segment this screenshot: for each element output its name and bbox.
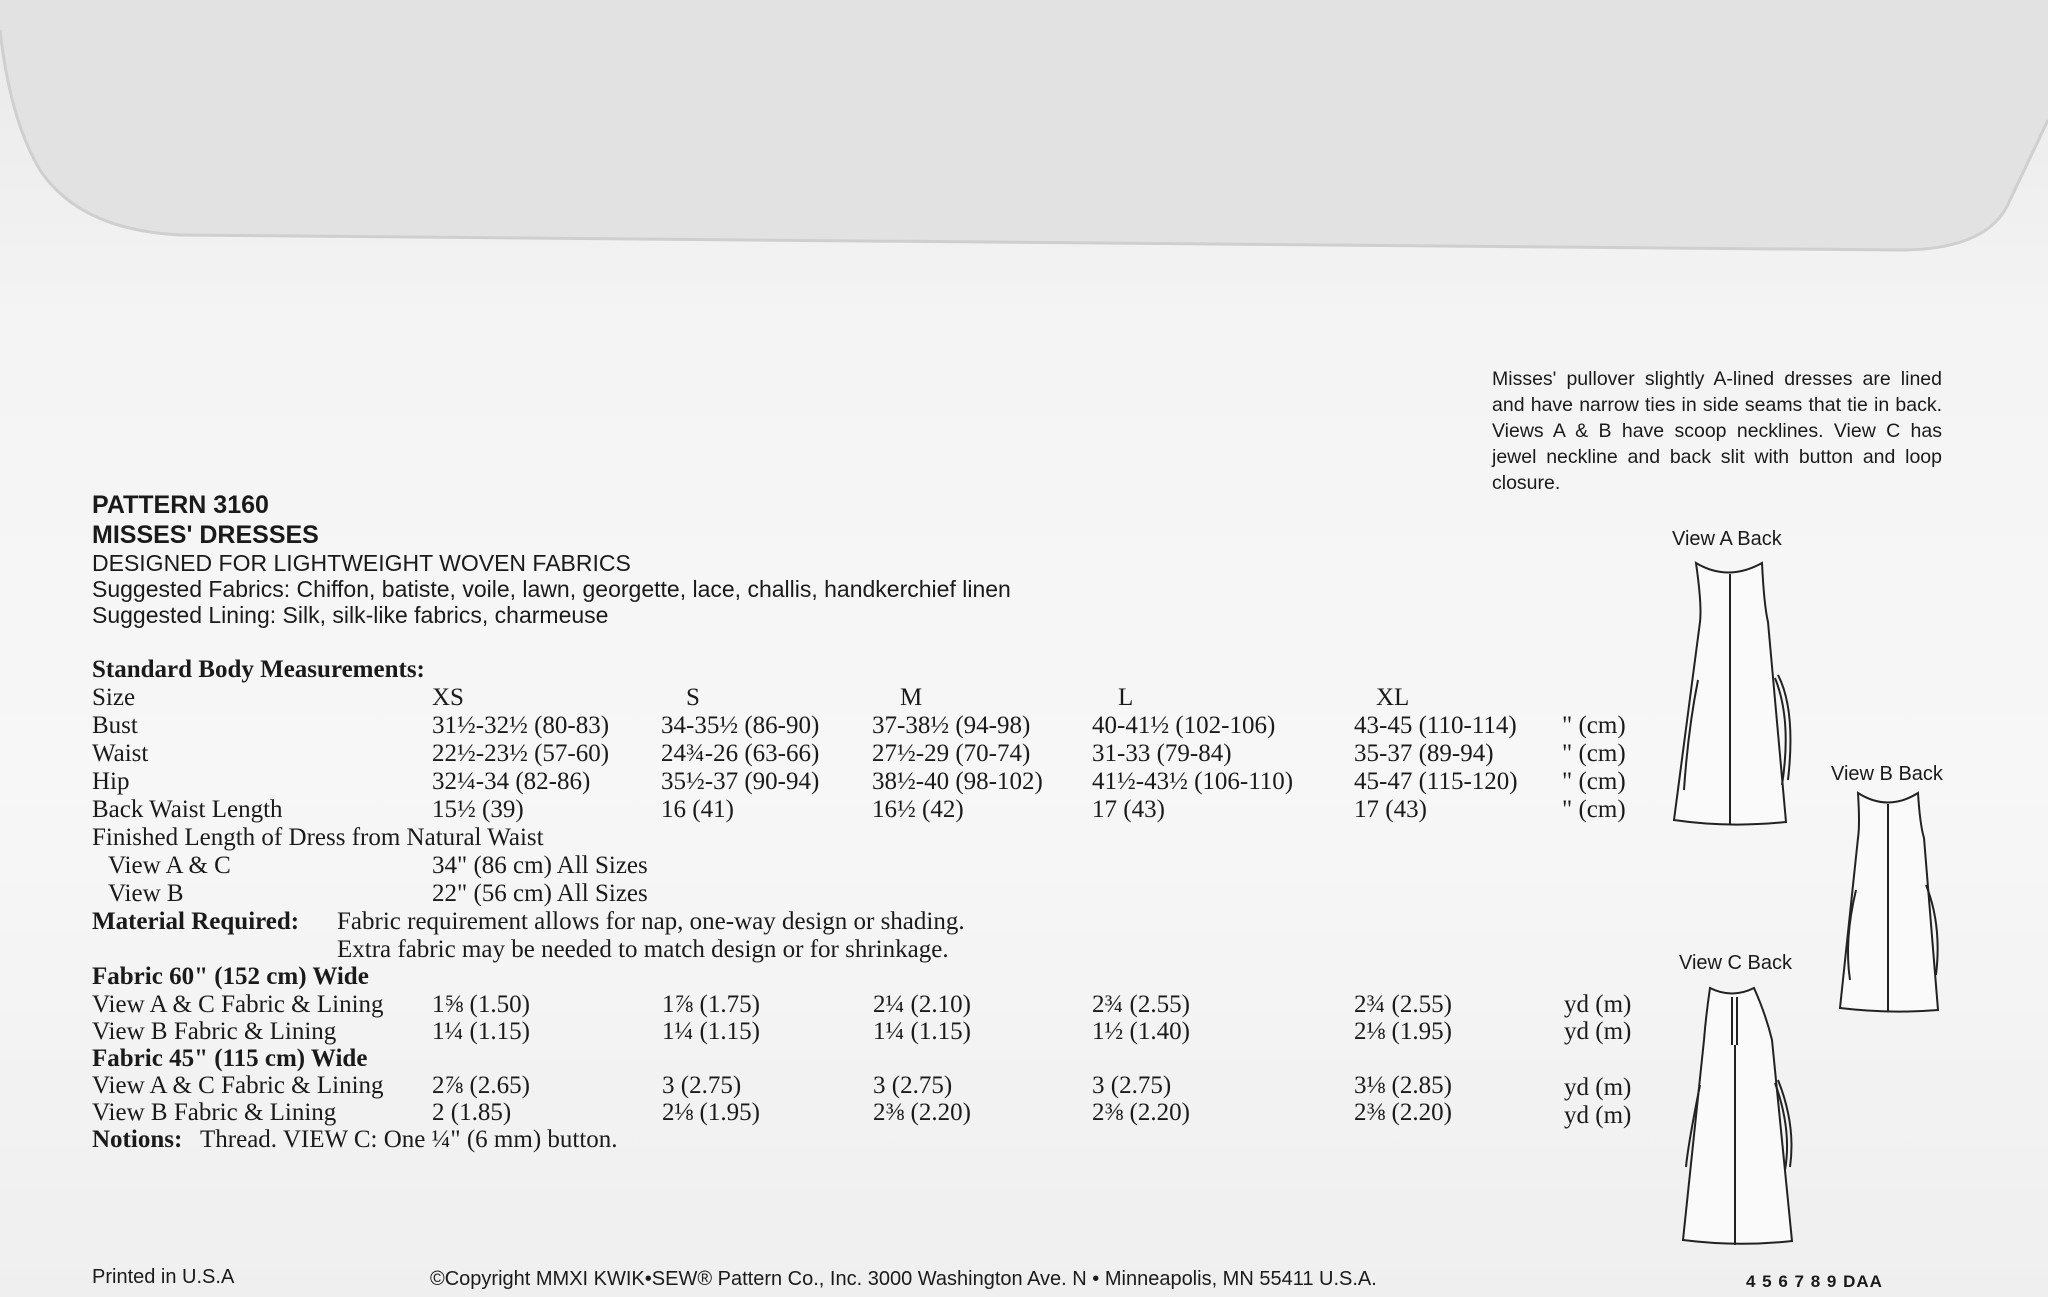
notions-label: Notions: — [92, 1126, 183, 1153]
row-label: Waist — [92, 740, 149, 767]
table-cell: 40-41½ (102-106) — [1092, 712, 1276, 739]
table-cell: 37-38½ (94-98) — [872, 712, 1031, 739]
finished-view-value: 22" (56 cm) All Sizes — [432, 880, 648, 907]
fabric-heading: Fabric 45" (115 cm) Wide — [92, 1045, 368, 1072]
table-cell: 43-45 (110-114) — [1354, 712, 1517, 739]
size-xl: XL — [1376, 684, 1410, 711]
unit-cell: yd (m) — [1564, 1102, 1632, 1129]
view-b-label: View B Back — [1831, 763, 1943, 785]
envelope-flap — [0, 0, 2048, 270]
row-label: View A & C Fabric & Lining — [92, 1072, 384, 1099]
suggested-lining: Suggested Lining: Silk, silk-like fabrics, charmeuse — [92, 602, 609, 628]
table-cell: 2 (1.85) — [432, 1099, 512, 1126]
unit-cell: " (cm) — [1562, 740, 1626, 767]
fabric-heading: Fabric 60" (152 cm) Wide — [92, 963, 369, 990]
row-label: View A & C Fabric & Lining — [92, 991, 384, 1018]
table-cell: 1½ (1.40) — [1092, 1018, 1190, 1045]
unit-cell: " (cm) — [1562, 712, 1626, 739]
table-cell: 35-37 (89-94) — [1354, 740, 1494, 767]
table-cell: 32¼-34 (82-86) — [432, 768, 591, 795]
suggested-fabrics: Suggested Fabrics: Chiffon, batiste, voile, lawn, georgette, lace, challis, handkerchief linen — [92, 576, 1011, 602]
table-cell: 3⅛ (2.85) — [1354, 1072, 1452, 1099]
table-cell: 2⅜ (2.20) — [1354, 1099, 1452, 1126]
table-cell: 2⅜ (2.20) — [873, 1099, 971, 1126]
unit-cell: yd (m) — [1564, 1018, 1632, 1045]
table-cell: 27½-29 (70-74) — [872, 740, 1031, 767]
table-cell: 1¼ (1.15) — [873, 1018, 971, 1045]
size-l: L — [1118, 684, 1134, 711]
table-cell: 15½ (39) — [432, 796, 524, 823]
material-line-1: Fabric requirement allows for nap, one-way design or shading. — [337, 908, 965, 935]
row-label: View B Fabric & Lining — [92, 1018, 337, 1045]
table-cell: 2⅛ (1.95) — [1354, 1018, 1452, 1045]
table-cell: 41½-43½ (106-110) — [1092, 768, 1294, 795]
copyright-line: ©Copyright MMXI KWIK•SEW® Pattern Co., Inc. 3000 Washington Ave. N • Minneapolis, MN 55411 U.S.A. — [430, 1268, 1377, 1290]
finished-view-label: View A & C — [108, 852, 231, 879]
pattern-number: PATTERN 3160 — [92, 491, 269, 519]
row-label: Hip — [92, 768, 130, 795]
designed-for: DESIGNED FOR LIGHTWEIGHT WOVEN FABRICS — [92, 550, 631, 576]
table-cell: 3 (2.75) — [1092, 1072, 1172, 1099]
table-cell: 3 (2.75) — [873, 1072, 953, 1099]
table-cell: 2¾ (2.55) — [1354, 991, 1452, 1018]
table-cell: 1⅝ (1.50) — [432, 991, 530, 1018]
table-cell: 2⅞ (2.65) — [432, 1072, 530, 1099]
table-cell: 22½-23½ (57-60) — [432, 740, 610, 767]
table-cell: 35½-37 (90-94) — [661, 768, 820, 795]
table-cell: 17 (43) — [1354, 796, 1427, 823]
row-label: Back Waist Length — [92, 796, 283, 823]
table-cell: 3 (2.75) — [662, 1072, 742, 1099]
unit-cell: yd (m) — [1564, 991, 1632, 1018]
table-cell: 17 (43) — [1092, 796, 1165, 823]
table-cell: 2¾ (2.55) — [1092, 991, 1190, 1018]
table-cell: 2⅛ (1.95) — [662, 1099, 760, 1126]
unit-cell: " (cm) — [1562, 796, 1626, 823]
table-cell: 1¼ (1.15) — [662, 1018, 760, 1045]
finished-view-label: View B — [108, 880, 184, 907]
table-cell: 45-47 (115-120) — [1354, 768, 1518, 795]
table-cell: 34-35½ (86-90) — [661, 712, 820, 739]
table-cell: 16½ (42) — [872, 796, 964, 823]
table-cell: 31½-32½ (80-83) — [432, 712, 610, 739]
view-c-dress-illustration — [1680, 985, 1800, 1247]
notions-text: Thread. VIEW C: One ¼" (6 mm) button. — [200, 1126, 618, 1153]
table-cell: 2⅜ (2.20) — [1092, 1099, 1190, 1126]
finished-view-value: 34" (86 cm) All Sizes — [432, 852, 648, 879]
measurements-heading: Standard Body Measurements: — [92, 656, 425, 683]
pattern-title: MISSES' DRESSES — [92, 521, 319, 549]
material-line-2: Extra fabric may be needed to match design or for shrinkage. — [337, 936, 949, 963]
unit-cell: yd (m) — [1564, 1074, 1632, 1101]
table-cell: 1¼ (1.15) — [432, 1018, 530, 1045]
row-label: View B Fabric & Lining — [92, 1099, 337, 1126]
size-s: S — [686, 684, 700, 711]
table-cell: 38½-40 (98-102) — [872, 768, 1043, 795]
view-a-label: View A Back — [1672, 528, 1782, 550]
view-c-label: View C Back — [1679, 952, 1793, 974]
view-a-dress-illustration — [1670, 560, 1800, 830]
unit-cell: " (cm) — [1562, 768, 1626, 795]
row-label: Bust — [92, 712, 138, 739]
size-label: Size — [92, 684, 136, 711]
printed-in: Printed in U.S.A — [92, 1266, 235, 1288]
print-code: 4 5 6 7 8 9 DAA — [1746, 1272, 1883, 1291]
material-label: Material Required: — [92, 908, 300, 935]
table-cell: 1⅞ (1.75) — [662, 991, 760, 1018]
table-cell: 16 (41) — [661, 796, 734, 823]
table-cell: 2¼ (2.10) — [873, 991, 971, 1018]
size-m: M — [900, 684, 923, 711]
pattern-description: Misses' pullover slightly A-lined dresses are lined and have narrow ties in side seams that tie in back. Views A & B have scoop necklines. View C has jewel neckline and back slit with button and loop closure. — [1492, 368, 1942, 494]
size-xs: XS — [432, 684, 464, 711]
table-cell: 31-33 (79-84) — [1092, 740, 1232, 767]
view-b-dress-illustration — [1838, 790, 1948, 1015]
table-cell: 24¾-26 (63-66) — [661, 740, 820, 767]
finished-length-label: Finished Length of Dress from Natural Waist — [92, 824, 544, 851]
